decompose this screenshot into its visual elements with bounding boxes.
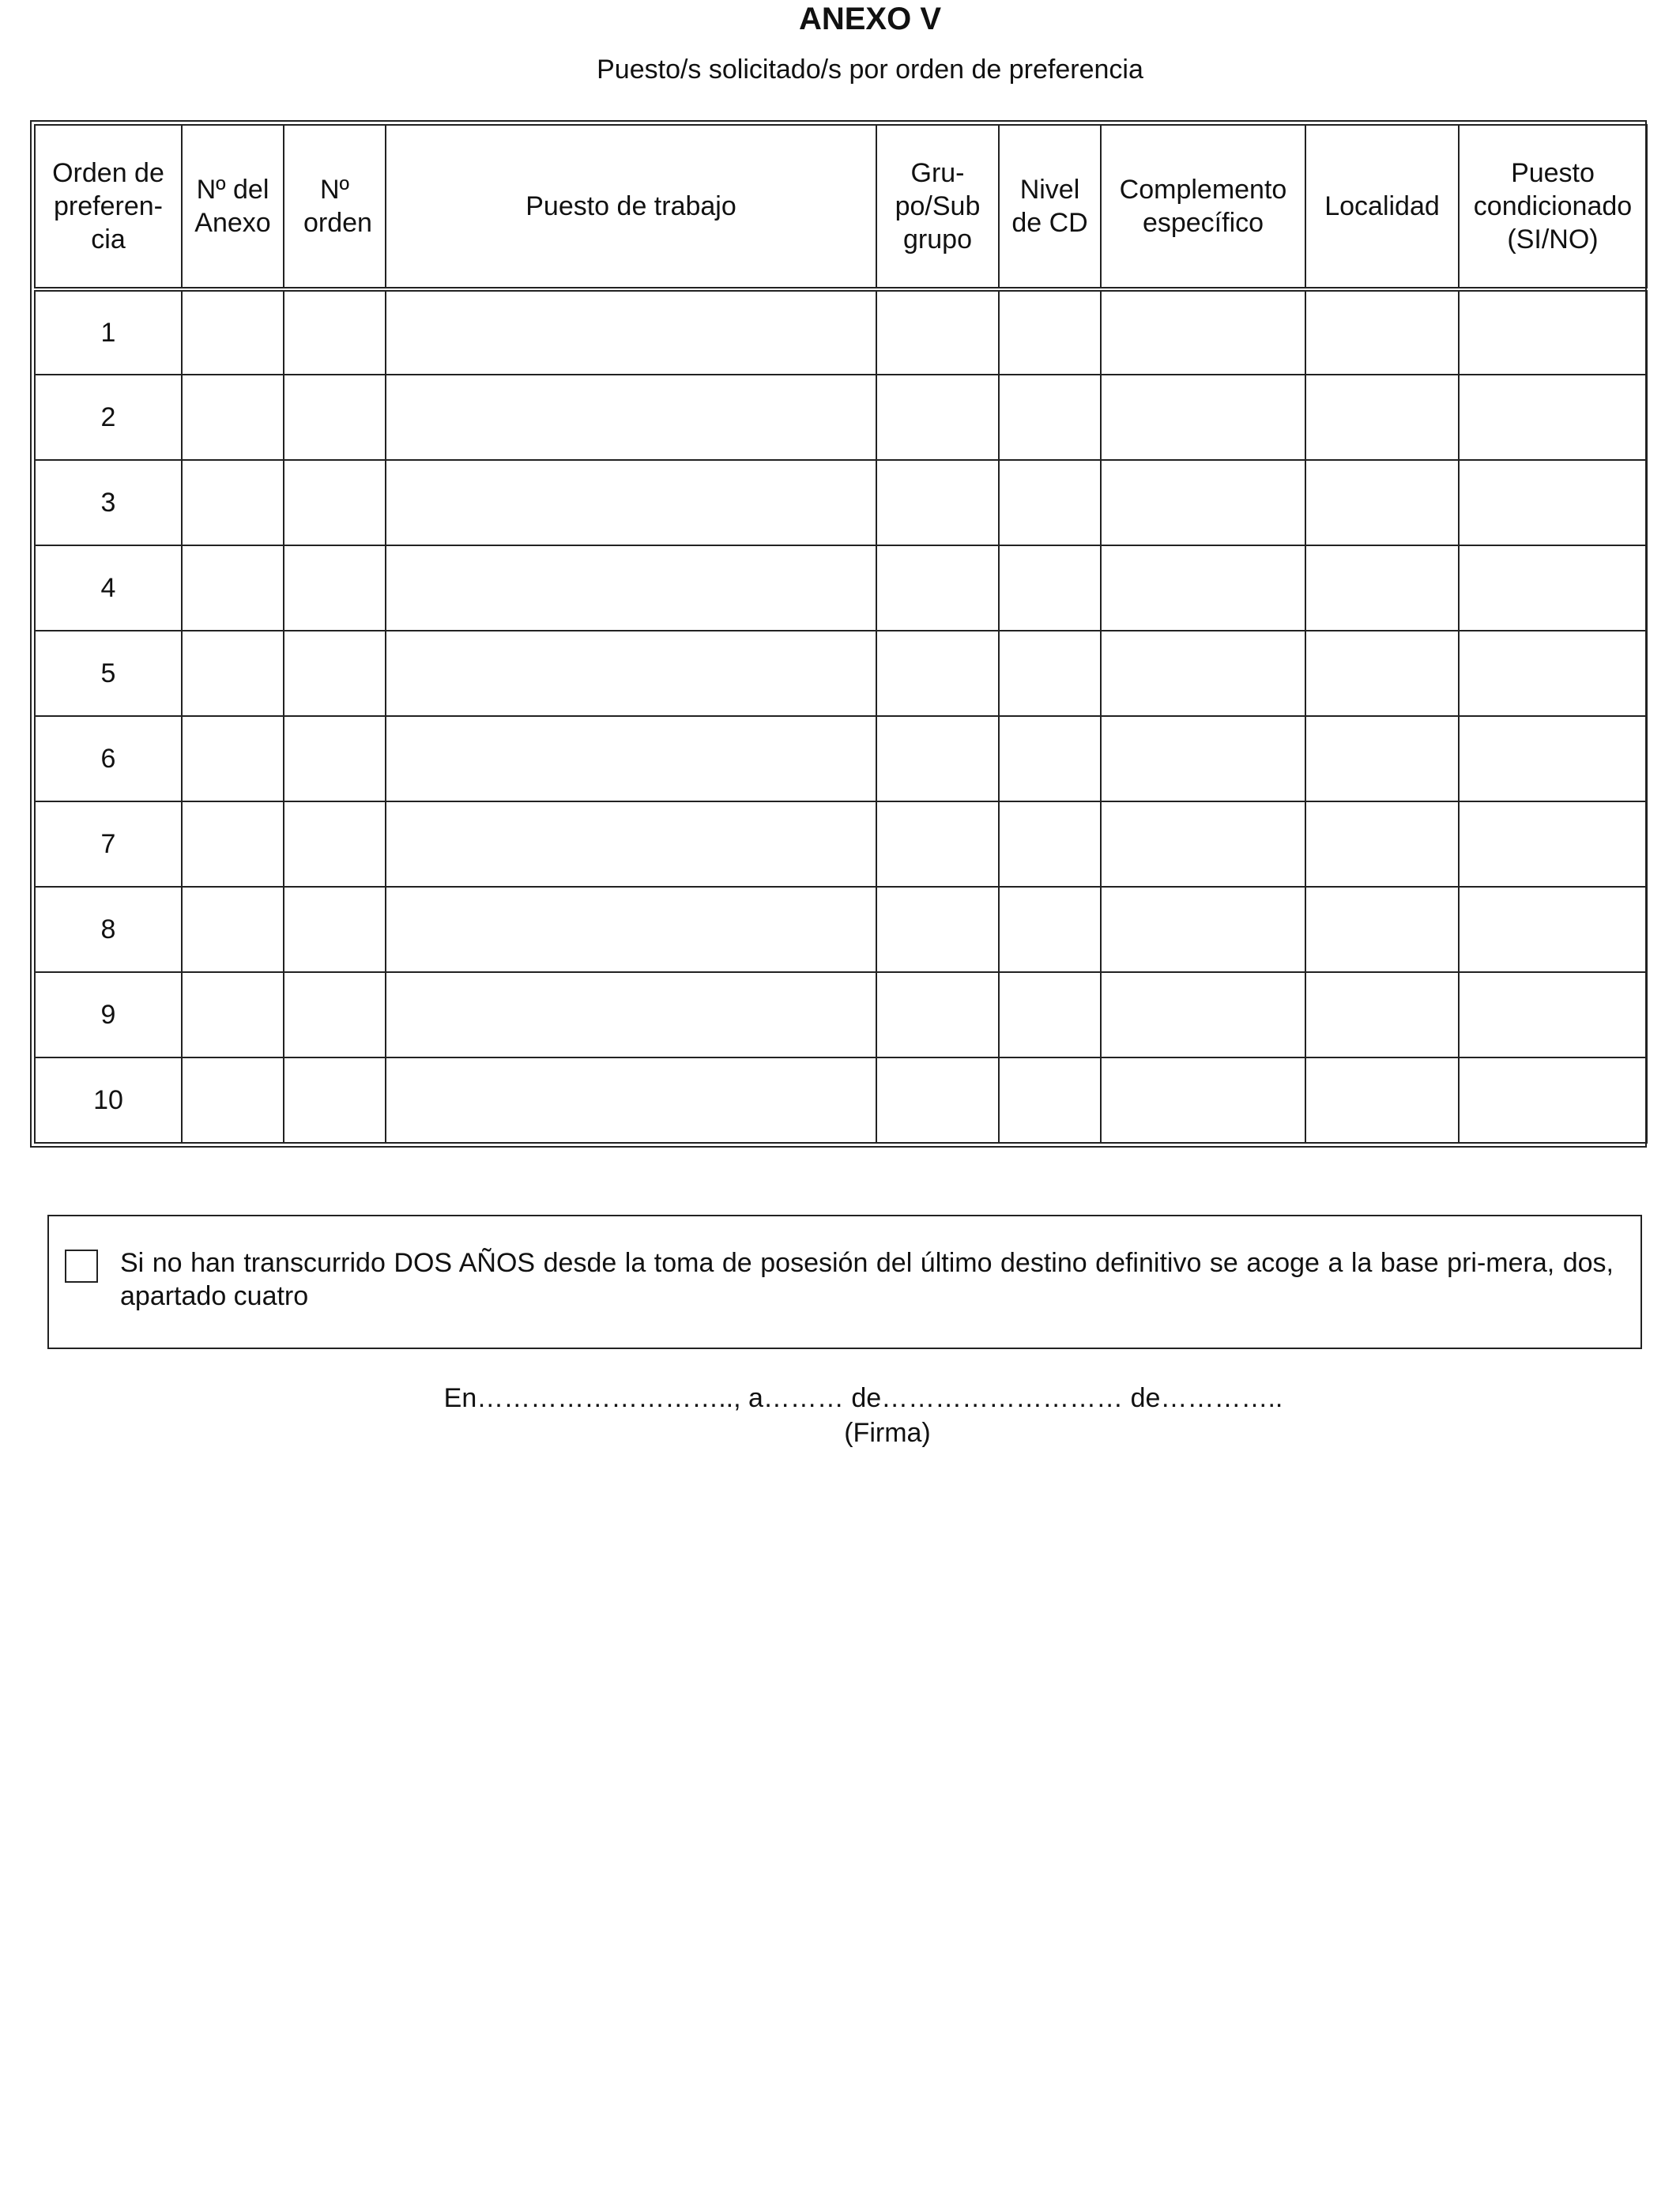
cell-localidad[interactable] [1305, 887, 1459, 972]
cell-puesto-condicionado[interactable] [1459, 375, 1647, 460]
cell-numero-orden[interactable] [284, 460, 386, 545]
preferences-table [34, 124, 1648, 1144]
cell-numero-orden[interactable] [284, 375, 386, 460]
cell-grupo-subgrupo[interactable] [876, 716, 999, 801]
cell-nivel-cd[interactable] [999, 1057, 1101, 1143]
cell-puesto-condicionado[interactable] [1459, 460, 1647, 545]
table-row [35, 375, 1647, 460]
table-header-row [35, 125, 1647, 289]
cell-numero-anexo[interactable] [182, 887, 284, 972]
row-number: 5 [35, 631, 182, 716]
cell-puesto-condicionado[interactable] [1459, 545, 1647, 631]
cell-puesto-trabajo[interactable] [386, 1057, 876, 1143]
row-number: 6 [35, 716, 182, 801]
cell-numero-orden[interactable] [284, 716, 386, 801]
cell-complemento-especifico[interactable] [1101, 972, 1305, 1057]
cell-puesto-condicionado[interactable] [1459, 972, 1647, 1057]
header-puesto-condicionado: Puesto condicionado (SI/NO) [1459, 125, 1647, 289]
header-puesto-trabajo: Puesto de trabajo [386, 125, 876, 289]
cell-grupo-subgrupo[interactable] [876, 545, 999, 631]
cell-nivel-cd[interactable] [999, 375, 1101, 460]
cell-nivel-cd[interactable] [999, 972, 1101, 1057]
table-row [35, 716, 1647, 801]
cell-puesto-condicionado[interactable] [1459, 716, 1647, 801]
cell-numero-orden[interactable] [284, 887, 386, 972]
table-row [35, 1057, 1647, 1143]
cell-nivel-cd[interactable] [999, 801, 1101, 887]
cell-nivel-cd[interactable] [999, 887, 1101, 972]
cell-complemento-especifico[interactable] [1101, 631, 1305, 716]
table-row [35, 801, 1647, 887]
cell-puesto-trabajo[interactable] [386, 801, 876, 887]
cell-nivel-cd[interactable] [999, 545, 1101, 631]
cell-complemento-especifico[interactable] [1101, 1057, 1305, 1143]
cell-numero-anexo[interactable] [182, 1057, 284, 1143]
row-number: 9 [35, 972, 182, 1057]
cell-grupo-subgrupo[interactable] [876, 289, 999, 375]
cell-puesto-condicionado[interactable] [1459, 289, 1647, 375]
table-row [35, 631, 1647, 716]
row-number: 1 [35, 289, 182, 375]
cell-puesto-trabajo[interactable] [386, 631, 876, 716]
cell-puesto-trabajo[interactable] [386, 460, 876, 545]
row-number: 10 [35, 1057, 182, 1143]
cell-puesto-trabajo[interactable] [386, 289, 876, 375]
table-row [35, 289, 1647, 375]
cell-complemento-especifico[interactable] [1101, 460, 1305, 545]
preferences-table-frame [30, 120, 1647, 1148]
cell-numero-orden[interactable] [284, 1057, 386, 1143]
cell-nivel-cd[interactable] [999, 289, 1101, 375]
cell-grupo-subgrupo[interactable] [876, 375, 999, 460]
row-number: 4 [35, 545, 182, 631]
cell-complemento-especifico[interactable] [1101, 716, 1305, 801]
cell-localidad[interactable] [1305, 289, 1459, 375]
cell-localidad[interactable] [1305, 716, 1459, 801]
place-date-line: En……………………….., a……… de……………………… de………….. [443, 1383, 1283, 1413]
cell-puesto-condicionado[interactable] [1459, 631, 1647, 716]
row-number: 8 [35, 887, 182, 972]
cell-puesto-condicionado[interactable] [1459, 1057, 1647, 1143]
header-nivel-cd: Nivel de CD [999, 125, 1101, 289]
cell-numero-anexo[interactable] [182, 460, 284, 545]
cell-localidad[interactable] [1305, 375, 1459, 460]
cell-puesto-trabajo[interactable] [386, 887, 876, 972]
table-row [35, 972, 1647, 1057]
header-numero-anexo: Nº del Anexo [182, 125, 284, 289]
table-row [35, 545, 1647, 631]
dos-anos-checkbox[interactable] [65, 1250, 98, 1283]
cell-puesto-condicionado[interactable] [1459, 887, 1647, 972]
cell-complemento-especifico[interactable] [1101, 887, 1305, 972]
row-number: 7 [35, 801, 182, 887]
cell-numero-anexo[interactable] [182, 801, 284, 887]
cell-puesto-trabajo[interactable] [386, 375, 876, 460]
cell-grupo-subgrupo[interactable] [876, 460, 999, 545]
cell-grupo-subgrupo[interactable] [876, 1057, 999, 1143]
signature-label: (Firma) [844, 1418, 931, 1448]
cell-localidad[interactable] [1305, 801, 1459, 887]
cell-numero-orden[interactable] [284, 545, 386, 631]
cell-nivel-cd[interactable] [999, 716, 1101, 801]
cell-numero-anexo[interactable] [182, 545, 284, 631]
row-number: 2 [35, 375, 182, 460]
cell-localidad[interactable] [1305, 972, 1459, 1057]
page-subtitle: Puesto/s solicitado/s por orden de preferencia [597, 55, 1143, 85]
cell-numero-orden[interactable] [284, 801, 386, 887]
cell-localidad[interactable] [1305, 631, 1459, 716]
header-complemento-especifico: Complemento específico [1101, 125, 1305, 289]
cell-numero-orden[interactable] [284, 631, 386, 716]
table-row [35, 887, 1647, 972]
cell-localidad[interactable] [1305, 545, 1459, 631]
cell-complemento-especifico[interactable] [1101, 801, 1305, 887]
table-row [35, 460, 1647, 545]
cell-grupo-subgrupo[interactable] [876, 801, 999, 887]
cell-puesto-condicionado[interactable] [1459, 801, 1647, 887]
cell-numero-anexo[interactable] [182, 972, 284, 1057]
cell-complemento-especifico[interactable] [1101, 375, 1305, 460]
cell-complemento-especifico[interactable] [1101, 545, 1305, 631]
cell-nivel-cd[interactable] [999, 460, 1101, 545]
cell-complemento-especifico[interactable] [1101, 289, 1305, 375]
cell-numero-anexo[interactable] [182, 375, 284, 460]
cell-puesto-trabajo[interactable] [386, 972, 876, 1057]
cell-numero-anexo[interactable] [182, 289, 284, 375]
cell-numero-orden[interactable] [284, 289, 386, 375]
dos-anos-notice-text: Si no han transcurrido DOS AÑOS desde la toma de posesión del último destino definitivo se acoge a la base pri-mera, dos, apartado cuatro [120, 1248, 1614, 1311]
page-title: ANEXO V [798, 2, 942, 36]
cell-grupo-subgrupo[interactable] [876, 631, 999, 716]
header-grupo-subgrupo: Gru-po/Sub grupo [876, 125, 999, 289]
header-numero-orden: Nº orden [284, 125, 386, 289]
cell-numero-anexo[interactable] [182, 631, 284, 716]
cell-puesto-trabajo[interactable] [386, 545, 876, 631]
dos-anos-notice [47, 1215, 1642, 1349]
cell-localidad[interactable] [1305, 1057, 1459, 1143]
cell-numero-anexo[interactable] [182, 716, 284, 801]
cell-nivel-cd[interactable] [999, 631, 1101, 716]
cell-numero-orden[interactable] [284, 972, 386, 1057]
cell-puesto-trabajo[interactable] [386, 716, 876, 801]
cell-grupo-subgrupo[interactable] [876, 887, 999, 972]
cell-localidad[interactable] [1305, 460, 1459, 545]
header-orden-preferencia: Orden de preferen-cia [35, 125, 182, 289]
row-number: 3 [35, 460, 182, 545]
cell-grupo-subgrupo[interactable] [876, 972, 999, 1057]
header-localidad: Localidad [1305, 125, 1459, 289]
